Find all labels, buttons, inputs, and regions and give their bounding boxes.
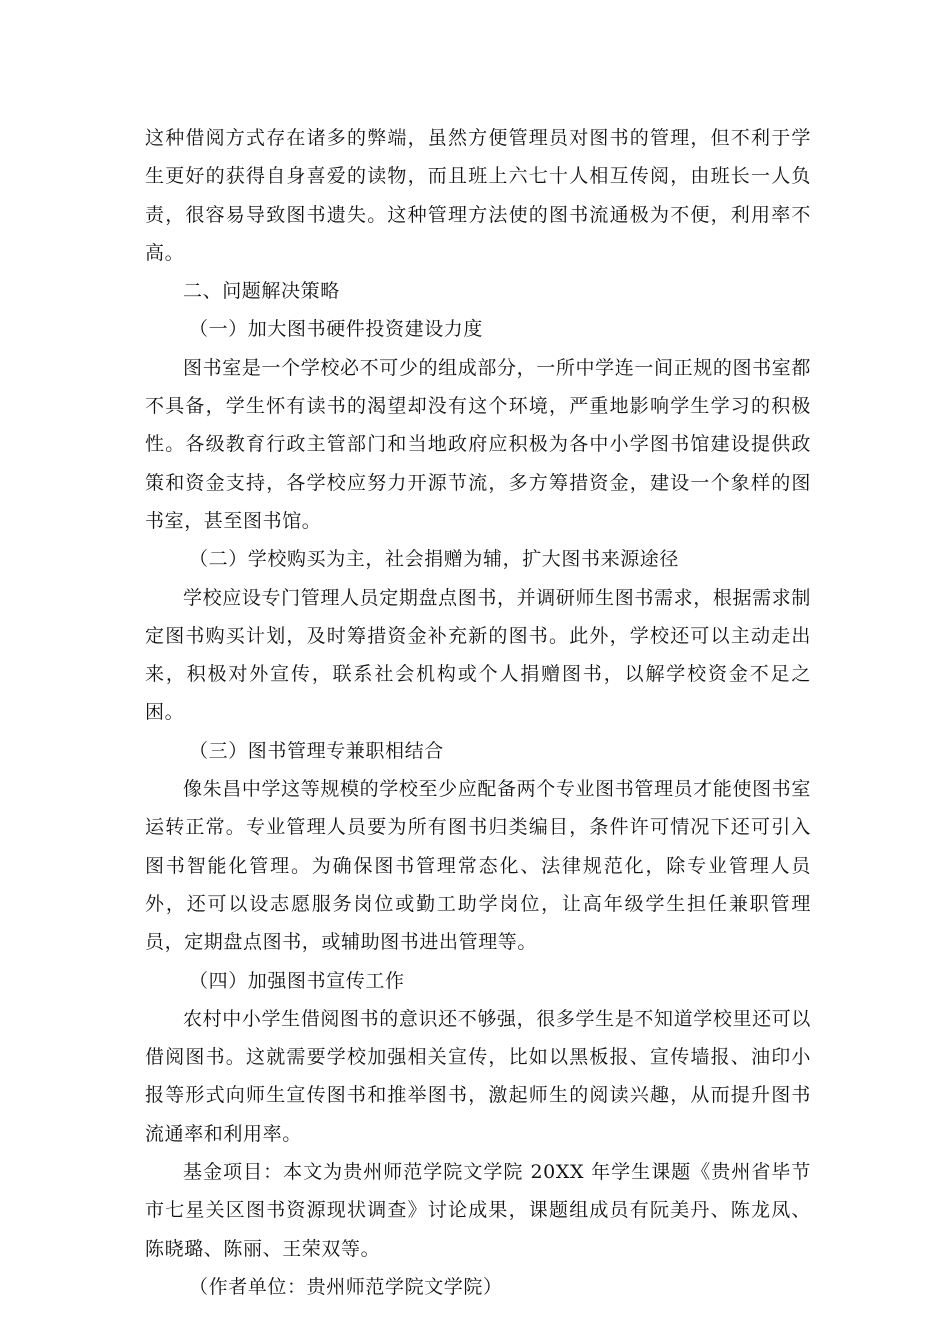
subheading-management-staff: （三）图书管理专兼职相结合 [189,739,444,762]
paragraph-continuation: 这种借阅方式存在诸多的弊端，虽然方便管理员对图书的管理，但不利于学生更好的获得自身喜爱的读物，而且班上六七十人相互传阅，由班长一人负责，很容易导致图书遗失。这种管理方法使的图书流通极为不便，利用率不高。 [145,127,811,264]
subheading-book-promotion: （四）加强图书宣传工作 [189,969,405,992]
paragraph-book-promotion: 农村中小学生借阅图书的意识还不够强，很多学生是不知道学校里还可以借阅图书。这就需要学校加强相关宣传，比如以黑板报、宣传墙报、油印小报等形式向师生宣传图书和推举图书，激起师生的阅读兴趣，从而提升图书流通率和利用率。 [145,1007,811,1145]
paragraph-management-staff: 像朱昌中学这等规模的学校至少应配备两个专业图书管理员才能使图书室运转正常。专业管理人员要为所有图书归类编目，条件许可情况下还可引入图书智能化管理。为确保图书管理常态化、法律规范化，除专业管理人员外，还可以设志愿服务岗位或勤工助学岗位，让高年级学生担任兼职管理员，定期盘点图书，或辅助图书进出管理等。 [145,778,811,954]
paragraph-hardware-investment: 图书室是一个学校必不可少的组成部分，一所中学连一间正规的图书室都不具备，学生怀有读书的渴望却没有这个环境，严重地影响学生学习的积极性。各级教育行政主管部门和当地政府应积极为各中小学图书馆建设提供政策和资金支持，各学校应努力开源节流，多方筹措资金，建设一个象样的图书室，甚至图书馆。 [145,356,811,532]
subheading-book-sources: （二）学校购买为主，社会捐赠为辅，扩大图书来源途径 [189,548,680,571]
subheading-hardware-investment: （一）加大图书硬件投资建设力度 [189,318,484,341]
paragraph-funding-note: 基金项目：本文为贵州师范学院文学院 20XX 年学生课题《贵州省毕节市七星关区图书资源现状调查》讨论成果，课题组成员有阮美丹、陈龙凤、陈晓璐、陈丽、王荣双等。 [145,1161,811,1260]
document-body [145,119,811,1306]
paragraph-book-sources: 学校应设专门管理人员定期盘点图书，并调研师生图书需求，根据需求制定图书购买计划，及时筹措资金补充新的图书。此外，学校还可以主动走出来，积极对外宣传，联系社会机构或个人捐赠图书，以解学校资金不足之困。 [145,586,811,724]
author-affiliation: （作者单位：贵州师范学院文学院） [189,1275,503,1298]
section-heading-strategies: 二、问题解决策略 [183,280,340,303]
